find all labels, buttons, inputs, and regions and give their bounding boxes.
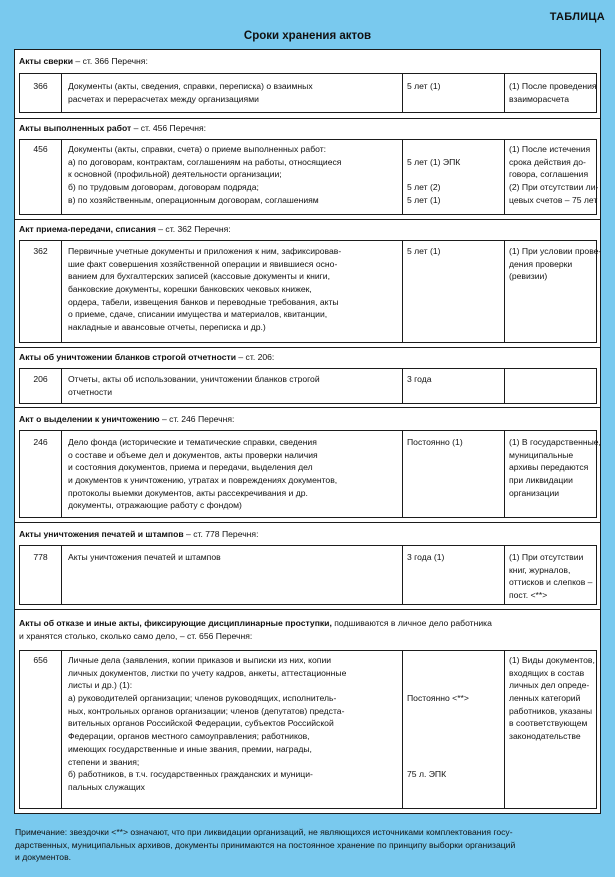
section-row — [19, 73, 597, 113]
section-header: Акты об отказе и иные акты, фиксирующие дисциплинарные проступки, подшиваются в личное дело работника и хранятся столько, сколько само дело, – ст. 656 Перечня: — [19, 618, 492, 641]
section-completed-works — [15, 118, 600, 219]
document-description: Документы (акты, сведения, справки, переписка) о взаимных расчетах и перерасчетах между организациями — [62, 74, 403, 112]
section-seals-destruction — [15, 522, 600, 609]
document-description: Личные дела (заявления, копии приказов и выписки из них, копии личных документов, листки по учету кадров, анкеты, аттестационные листы и др.) (1): а) руководителей организации; членов руководящих, исполнитель- ных, контрольных органов организации; членов (депутатов) предста- вительных органов Российской Федерации, субъектов Российской Федерации, органов местного самоуправления; работников, имеющих государственные и иные звания, премии, награды, степени и звания; б) работников, в т.ч. государственных гражданских и муници- пальных служащих — [62, 651, 403, 808]
section-row — [19, 650, 597, 809]
article-number: 362 — [20, 241, 62, 342]
article-number: 246 — [20, 431, 62, 517]
term-note — [505, 369, 596, 403]
document-description: Первичные учетные документы и приложения к ним, зафиксировав- шие факт совершения хозяйственной операции и явившиеся осно- ванием для бухгалтерских записей (кассовые документы и книги, банковские документы, корешки банковских чековых книжек, ордера, табели, извещения банков и переводные требования, акты о приеме, сдаче, списании имущества и материалов, квитанции, накладные и авансовые отчеты, переписка и др.) — [62, 241, 403, 342]
retention-table — [14, 49, 601, 814]
section-disciplinary-acts — [15, 609, 600, 813]
term-note: (1) В государственные, муниципальные архивы передаются при ликвидации организации — [509, 437, 601, 498]
retention-term: 5 лет (1) — [403, 74, 505, 112]
document-description: Документы (акты, справки, счета) о приеме выполненных работ: а) по договорам, контрактам, соглашениям на работы, относящиеся к основной (профильной) деятельности организации; б) по трудовым договорам, договорам подряда; в) по хозяйственным, операционным договорам, соглашениям — [62, 140, 403, 214]
retention-term: 5 лет (1) ЭПК 5 лет (2) 5 лет (1) — [403, 140, 505, 214]
document-description: Отчеты, акты об использовании, уничтожении бланков строгой отчетности — [62, 369, 403, 403]
term-note: (1) Виды документов, входящих в состав личных дел опреде- ленных категорий работников, указаны в соответствующем законодательстве — [509, 655, 595, 742]
term-note: (1) После истечения срока действия до- говора, соглашения (2) При отсутствии ли- цевых счетов – 75 лет — [509, 144, 599, 205]
retention-term: Постоянно <**> 75 л. ЭПК — [403, 651, 505, 808]
section-header: Акт приема-передачи, списания – ст. 362 Перечня: — [19, 224, 231, 234]
section-row — [19, 545, 597, 605]
footnote: Примечание: звездочки <**> означают, что при ликвидации организаций, не являющихся источниками комплектования госу- дарственных, муниципальных архивов, документы принимаются на постоянное хранение по принципу выборки организаций и документов. — [15, 827, 516, 863]
article-number: 456 — [20, 140, 62, 214]
section-strict-forms-destruction — [15, 347, 600, 407]
table-label: ТАБЛИЦА — [549, 11, 605, 23]
section-row — [19, 240, 602, 343]
retention-term: Постоянно (1) — [403, 431, 505, 517]
document-description: Акты уничтожения печатей и штампов — [62, 546, 403, 604]
section-acceptance-transfer — [15, 219, 600, 347]
term-note: (1) При условии прове- дения проверки (ревизии) — [509, 246, 602, 282]
term-note: (1) При отсутствии книг, журналов, оттисков и слепков – пост. <**> — [509, 552, 593, 601]
section-row — [19, 430, 601, 518]
section-header: Акты сверки – ст. 366 Перечня: — [19, 56, 148, 66]
term-note: (1) После проведения взаиморасчета — [509, 81, 597, 104]
article-number: 366 — [20, 74, 62, 112]
retention-term: 3 года — [403, 369, 505, 403]
article-number: 656 — [20, 651, 62, 808]
section-header: Акты об уничтожении бланков строгой отчетности – ст. 206: — [19, 352, 275, 362]
section-destruction-selection — [15, 407, 600, 522]
retention-term: 3 года (1) — [403, 546, 505, 604]
section-row — [19, 368, 597, 404]
article-number: 778 — [20, 546, 62, 604]
article-number: 206 — [20, 369, 62, 403]
section-row — [19, 139, 597, 215]
document-description: Дело фонда (исторические и тематические справки, сведения о составе и объеме дел и документов, акты проверки наличия и состояния документов, приема и передачи, выделения дел и документов к уничтожению, утратах и повреждениях документов, протоколы выемки документов, акты рассекречивания и др. документы, отражающие работу с фондом) — [62, 431, 403, 517]
section-header: Акты уничтожения печатей и штампов – ст. 778 Перечня: — [19, 529, 259, 539]
section-header: Акты выполненных работ – ст. 456 Перечня: — [19, 123, 207, 133]
section-reconciliation — [15, 50, 600, 118]
table-title: Сроки хранения актов — [243, 30, 372, 42]
section-header: Акт о выделении к уничтожению – ст. 246 Перечня: — [19, 414, 235, 424]
retention-term: 5 лет (1) — [403, 241, 505, 342]
